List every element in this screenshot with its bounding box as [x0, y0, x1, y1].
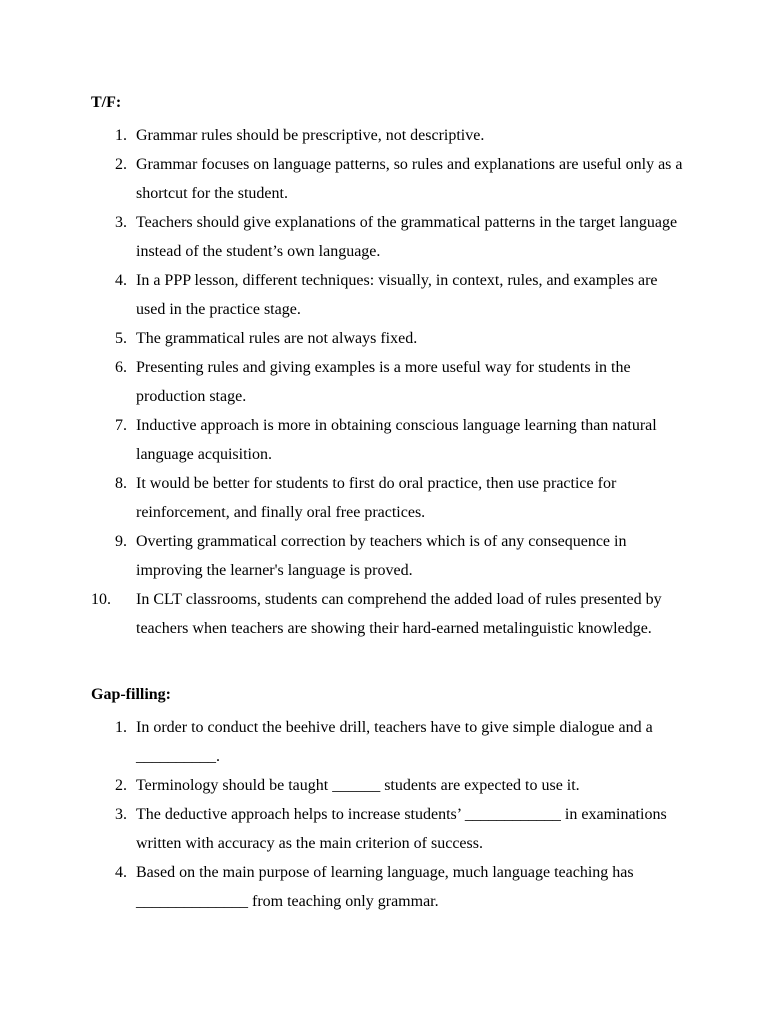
- item-text: Terminology should be taught ______ students are expected to use it.: [136, 777, 580, 794]
- item-number: 1.: [115, 127, 127, 144]
- true-false-section: [91, 92, 691, 643]
- list-item: [91, 411, 686, 469]
- item-text: The deductive approach helps to increase students’ ____________ in examinations written with accuracy as the main criterion of success.: [136, 806, 667, 852]
- list-item: [91, 858, 686, 916]
- item-text: Overting grammatical correction by teachers which is of any consequence in improving the learner's language is proved.: [136, 533, 627, 579]
- item-number: 3.: [115, 214, 127, 231]
- list-item: [91, 353, 686, 411]
- gap-filling-section: [91, 684, 691, 916]
- list-item: [91, 527, 686, 585]
- gap-filling-list: [91, 713, 691, 916]
- true-false-heading: T/F:: [91, 94, 122, 111]
- gap-filling-heading: Gap-filling:: [91, 686, 172, 703]
- list-item: [91, 266, 686, 324]
- item-text: It would be better for students to first do oral practice, then use practice for reinforcement, and finally oral free practices.: [136, 475, 617, 521]
- list-item: [91, 121, 686, 150]
- item-number: 3.: [115, 806, 127, 823]
- item-number: 7.: [115, 417, 127, 434]
- item-number: 4.: [115, 864, 127, 881]
- item-text: In a PPP lesson, different techniques: visually, in context, rules, and examples are used in the practice stage.: [136, 272, 658, 318]
- item-number: 2.: [115, 777, 127, 794]
- item-text: Grammar rules should be prescriptive, not descriptive.: [136, 127, 485, 144]
- item-number: 6.: [115, 359, 127, 376]
- list-item: [91, 469, 686, 527]
- item-text: The grammatical rules are not always fixed.: [136, 330, 418, 347]
- list-item: [91, 208, 686, 266]
- item-number: 4.: [115, 272, 127, 289]
- item-text: In CLT classrooms, students can comprehend the added load of rules presented by teachers when teachers are showing their hard-earned metalinguistic knowledge.: [136, 591, 662, 637]
- list-item: [91, 771, 686, 800]
- list-item: [91, 150, 686, 208]
- item-number: 8.: [115, 475, 127, 492]
- list-item: [91, 324, 686, 353]
- item-number: 5.: [115, 330, 127, 347]
- list-item: [91, 713, 686, 771]
- item-text: Teachers should give explanations of the grammatical patterns in the target language instead of the student’s own language.: [136, 214, 678, 260]
- item-text: Inductive approach is more in obtaining conscious language learning than natural language acquisition.: [136, 417, 657, 463]
- list-item: [91, 585, 686, 643]
- item-number: 10.: [91, 591, 111, 608]
- item-text: Grammar focuses on language patterns, so rules and explanations are useful only as a shortcut for the student.: [136, 156, 683, 202]
- true-false-list: [91, 121, 691, 643]
- item-number: 9.: [115, 533, 127, 550]
- item-text: Based on the main purpose of learning language, much language teaching has ______________ from teaching only grammar.: [136, 864, 634, 910]
- item-number: 2.: [115, 156, 127, 173]
- item-text: In order to conduct the beehive drill, teachers have to give simple dialogue and a __________.: [136, 719, 653, 765]
- item-number: 1.: [115, 719, 127, 736]
- list-item: [91, 800, 686, 858]
- item-text: Presenting rules and giving examples is a more useful way for students in the production stage.: [136, 359, 631, 405]
